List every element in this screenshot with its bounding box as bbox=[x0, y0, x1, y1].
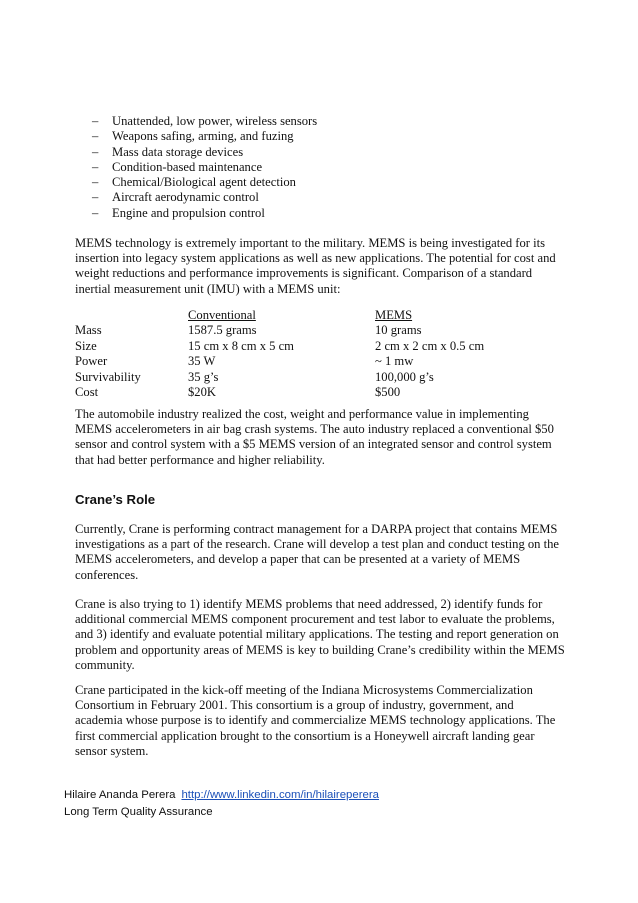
bullet-item bbox=[92, 114, 317, 129]
table-cell-conventional: 1587.5 grams bbox=[188, 323, 257, 338]
table-cell-conventional: $20K bbox=[188, 384, 216, 399]
text-line: investigations as a part of the research. Crane will develop a test plan and conduct testing on the bbox=[75, 537, 560, 552]
table-cell-label: Power bbox=[75, 354, 108, 369]
comparison-table bbox=[75, 308, 565, 400]
table-cell-label: Size bbox=[75, 338, 97, 353]
footer-subtitle: Long Term Quality Assurance bbox=[64, 805, 213, 818]
text-line: MEMS accelerometers in air bag crash systems. The auto industry replaced a conventional $50 bbox=[75, 422, 554, 437]
bullet-item bbox=[92, 129, 317, 144]
text-line: Consortium in February 2001. This consortium is a group of industry, government, and bbox=[75, 698, 514, 713]
linkedin-link[interactable]: http://www.linkedin.com/in/hilaireperera bbox=[181, 789, 379, 801]
bullet-dash: – bbox=[92, 205, 99, 220]
text-line: Crane participated in the kick-off meeting of the Indiana Microsystems Commercialization bbox=[75, 683, 533, 697]
bullet-list bbox=[92, 114, 317, 221]
bullet-text: Unattended, low power, wireless sensors bbox=[112, 114, 318, 128]
table-cell-mems: 100,000 g’s bbox=[375, 369, 434, 384]
section-heading: Crane’s Role bbox=[75, 492, 156, 507]
text-line: sensor system. bbox=[75, 743, 149, 758]
text-line: MEMS technology is extremely important to the military. MEMS is being investigated for its bbox=[75, 236, 545, 250]
table-header-conventional: Conventional bbox=[188, 308, 256, 322]
table-header-row bbox=[75, 308, 565, 323]
text-line: problem and opportunity areas of MEMS is key to building Crane’s credibility within the MEMS bbox=[75, 642, 565, 657]
bullet-item bbox=[92, 175, 317, 190]
table-cell-conventional: 35 g’s bbox=[188, 369, 219, 384]
bullet-dash: – bbox=[92, 159, 99, 174]
table-row bbox=[75, 339, 565, 354]
text-line: conferences. bbox=[75, 567, 139, 582]
text-line: Currently, Crane is performing contract management for a DARPA project that contains MEMS bbox=[75, 522, 558, 536]
table-cell-mems: 10 grams bbox=[375, 323, 422, 338]
text-line: insertion into legacy system applications as well as new applications. The potential for cost and bbox=[75, 251, 556, 266]
text-line: inertial measurement unit (IMU) with a MEMS unit: bbox=[75, 281, 341, 296]
table-row bbox=[75, 323, 565, 338]
text-line: Crane is also trying to 1) identify MEMS problems that need addressed, 2) identify funds for bbox=[75, 597, 543, 611]
text-line: that had better performance and higher reliability. bbox=[75, 452, 325, 467]
footer-author: Hilaire Ananda Perera bbox=[64, 789, 176, 801]
table-cell-mems: 2 cm x 2 cm x 0.5 cm bbox=[375, 338, 485, 353]
table-cell-mems: ~ 1 mw bbox=[375, 354, 414, 369]
table-cell-label: Mass bbox=[75, 323, 102, 338]
text-line: academia whose purpose is to identify and commercialize MEMS technology applications. The bbox=[75, 713, 556, 728]
text-line: first commercial application brought to the consortium is a Honeywell aircraft landing gear bbox=[75, 728, 535, 743]
table-row bbox=[75, 385, 565, 400]
text-line: The automobile industry realized the cost, weight and performance value in implementing bbox=[75, 407, 529, 421]
bullet-dash: – bbox=[92, 144, 99, 159]
bullet-dash: – bbox=[92, 114, 99, 128]
table-row bbox=[75, 370, 565, 385]
table-cell-conventional: 15 cm x 8 cm x 5 cm bbox=[188, 338, 294, 353]
page-footer bbox=[64, 787, 379, 820]
text-line: community. bbox=[75, 657, 135, 672]
text-line: MEMS accelerometers, and develop a paper that can be presented at a variety of MEMS bbox=[75, 552, 521, 567]
text-line: weight reductions and performance improvements is significant. Comparison of a standard bbox=[75, 266, 533, 281]
bullet-text: Mass data storage devices bbox=[112, 144, 244, 159]
bullet-item bbox=[92, 145, 317, 160]
text-line: additional commercial MEMS component procurement and test labor to evaluate the problems, bbox=[75, 612, 555, 627]
paragraph-crane-goals bbox=[75, 597, 565, 673]
text-line: and 3) identify and evaluate potential military applications. The testing and report generation on bbox=[75, 627, 559, 642]
bullet-text: Weapons safing, arming, and fuzing bbox=[112, 129, 294, 144]
bullet-text: Aircraft aerodynamic control bbox=[112, 190, 259, 205]
table-cell-mems: $500 bbox=[375, 384, 401, 399]
bullet-text: Engine and propulsion control bbox=[112, 205, 265, 220]
table-header-mems: MEMS bbox=[375, 308, 413, 322]
table-cell-label: Cost bbox=[75, 384, 99, 399]
footer-line bbox=[64, 787, 379, 804]
paragraph-military bbox=[75, 236, 565, 297]
paragraph-automobile bbox=[75, 407, 565, 468]
table-cell-conventional: 35 W bbox=[188, 354, 216, 369]
text-line: sensor and control system with a $5 MEMS version of an integrated sensor and control system bbox=[75, 437, 552, 452]
bullet-dash: – bbox=[92, 175, 99, 190]
bullet-item bbox=[92, 160, 317, 175]
table-cell-label: Survivability bbox=[75, 369, 141, 384]
bullet-text: Condition-based maintenance bbox=[112, 159, 263, 174]
bullet-item bbox=[92, 206, 317, 221]
bullet-dash: – bbox=[92, 190, 99, 205]
bullet-dash: – bbox=[92, 129, 99, 144]
paragraph-crane-consortium bbox=[75, 683, 565, 759]
table-row bbox=[75, 354, 565, 369]
bullet-item bbox=[92, 190, 317, 205]
bullet-text: Chemical/Biological agent detection bbox=[112, 175, 296, 190]
paragraph-crane-contract bbox=[75, 522, 565, 583]
